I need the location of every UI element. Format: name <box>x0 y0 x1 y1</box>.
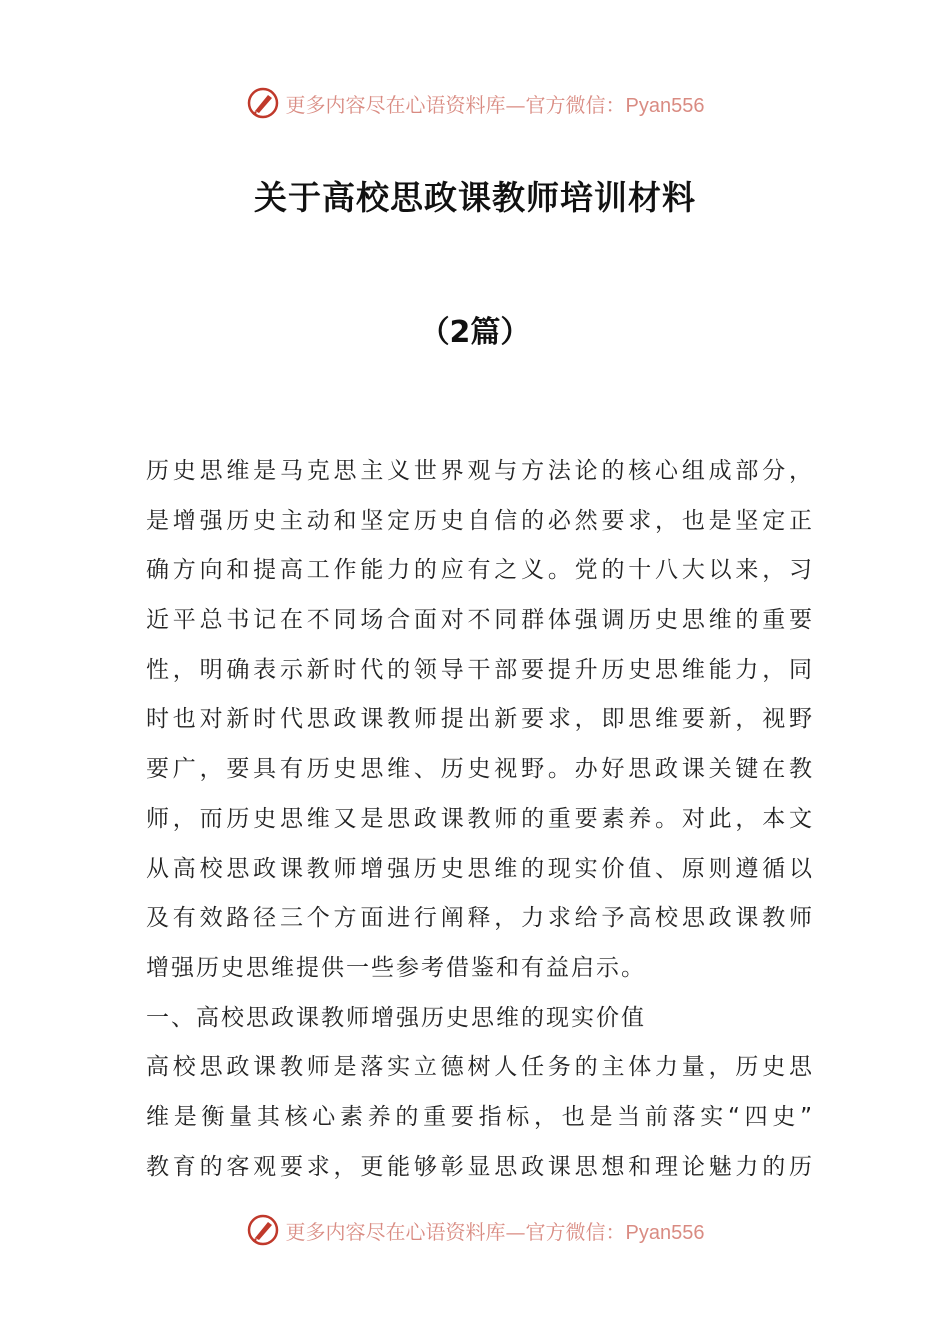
body-line: 性，明确表示新时代的领导干部要提升历史思维能力，同 <box>146 656 814 683</box>
document-title: 关于高校思政课教师培训材料 <box>254 178 696 217</box>
body-line: 近平总书记在不同场合面对不同群体强调历史思维的重要 <box>146 607 814 634</box>
watermark-text: 更多内容尽在心语资料库—官方微信：Pyan556 <box>285 1219 705 1244</box>
body-line: 是增强历史主动和坚定历史自信的必然要求，也是坚定正 <box>146 507 814 534</box>
logo-icon <box>246 1213 280 1247</box>
body-line: 要广，要具有历史思维、历史视野。办好思政课关键在教 <box>146 756 814 783</box>
body-line: 及有效路径三个方面进行阐释，力求给予高校思政课教师 <box>146 905 814 932</box>
watermark-header <box>0 83 950 123</box>
body-line: 师，而历史思维又是思政课教师的重要素养。对此，本文 <box>146 805 814 832</box>
watermark-text: 更多内容尽在心语资料库—官方微信：Pyan556 <box>285 92 705 117</box>
body-line: 高校思政课教师是落实立德树人任务的主体力量，历史思 <box>146 1054 814 1081</box>
section-heading: 一、高校思政课教师增强历史思维的现实价值 <box>146 1004 646 1031</box>
body-line: 时也对新时代思政课教师提出新要求，即思维要新，视野 <box>146 706 814 733</box>
body-line: 增强历史思维提供一些参考借鉴和有益启示。 <box>146 954 646 981</box>
body-line: 确方向和提高工作能力的应有之义。党的十八大以来，习 <box>146 557 814 584</box>
body-line: 维是衡量其核心素养的重要指标，也是当前落实“四史” <box>146 1103 814 1130</box>
watermark-footer <box>0 1210 950 1250</box>
body-line: 教育的客观要求，更能够彰显思政课思想和理论魅力的历 <box>146 1153 814 1180</box>
logo-icon <box>246 86 280 120</box>
document-body <box>146 447 814 1192</box>
body-line: 历史思维是马克思主义世界观与方法论的核心组成部分， <box>146 458 814 484</box>
body-line: 从高校思政课教师增强历史思维的现实价值、原则遵循以 <box>146 855 814 882</box>
document-subtitle: （2篇） <box>419 315 531 350</box>
